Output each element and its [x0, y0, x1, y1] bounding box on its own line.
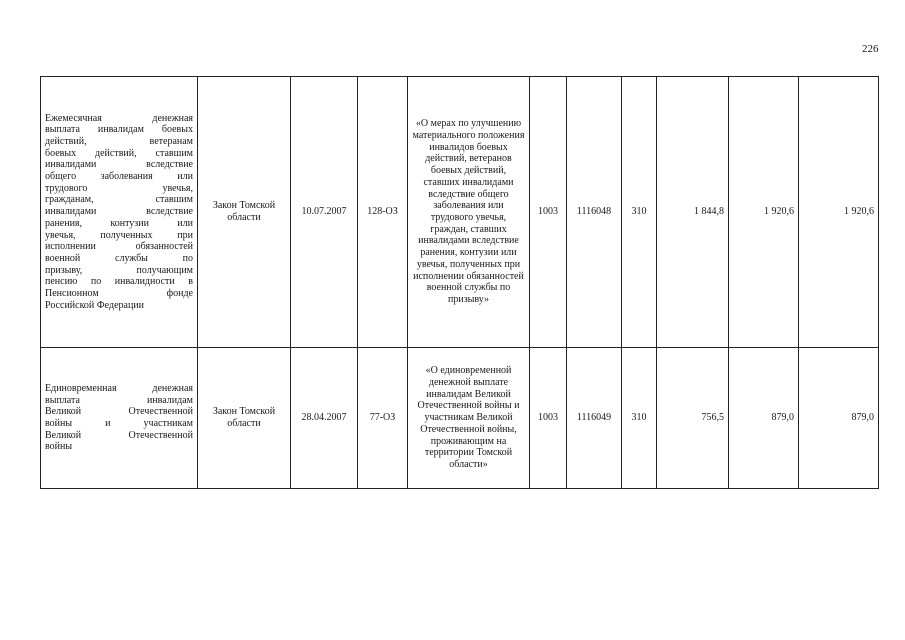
- target-code-cell: 1116048: [567, 77, 622, 348]
- act-type-cell: Закон Томской области: [198, 77, 291, 348]
- amount-cell-3: 1 920,6: [799, 77, 879, 348]
- payment-description-cell: Ежемесячная денежная выплата инвалидам боевых действий, ветеранам боевых действий, ставшим инвалидами вследствие общего заболевания или трудового увечья, гражданам, ставшим инвалидами вследствие ранения, контузии или увечья, полученных при исполнении обязанностей военной службы по призыву, получающим пенсию по инвалидности в Пенсионном фонде Российской Федерации: [41, 77, 198, 348]
- expense-kind-cell: 310: [622, 77, 657, 348]
- amount-cell-1: 1 844,8: [657, 77, 729, 348]
- act-number-cell: 77-ОЗ: [358, 348, 408, 489]
- amount-cell-3: 879,0: [799, 348, 879, 489]
- target-code-cell: 1116049: [567, 348, 622, 489]
- document-table: [40, 76, 879, 489]
- amount-cell-1: 756,5: [657, 348, 729, 489]
- amount-cell-2: 879,0: [729, 348, 799, 489]
- act-date-cell: 10.07.2007: [291, 77, 358, 348]
- table-row: [41, 348, 879, 489]
- act-type-cell: Закон Томской области: [198, 348, 291, 489]
- table-row: [41, 77, 879, 348]
- amount-cell-2: 1 920,6: [729, 77, 799, 348]
- expense-kind-cell: 310: [622, 348, 657, 489]
- act-date-cell: 28.04.2007: [291, 348, 358, 489]
- section-code-cell: 1003: [530, 348, 567, 489]
- section-code-cell: 1003: [530, 77, 567, 348]
- law-name-cell: «О мерах по улучшению материального положения инвалидов боевых действий, ветеранов боевых действий, ставших инвалидами вследствие общего заболевания или трудового увечья, граждан, ставших инвалидами вследствие ранения, контузии или увечья, полученных при исполнении обязанностей военной службы по призыву»: [408, 77, 530, 348]
- law-name-cell: «О единовременной денежной выплате инвалидам Великой Отечественной войны и участникам Великой Отечественной войны, проживающим на территории Томской области»: [408, 348, 530, 489]
- page-number: 226: [862, 43, 879, 55]
- act-number-cell: 128-ОЗ: [358, 77, 408, 348]
- payment-description-cell: Единовременная денежная выплата инвалидам Великой Отечественной войны и участникам Великой Отечественной войны: [41, 348, 198, 489]
